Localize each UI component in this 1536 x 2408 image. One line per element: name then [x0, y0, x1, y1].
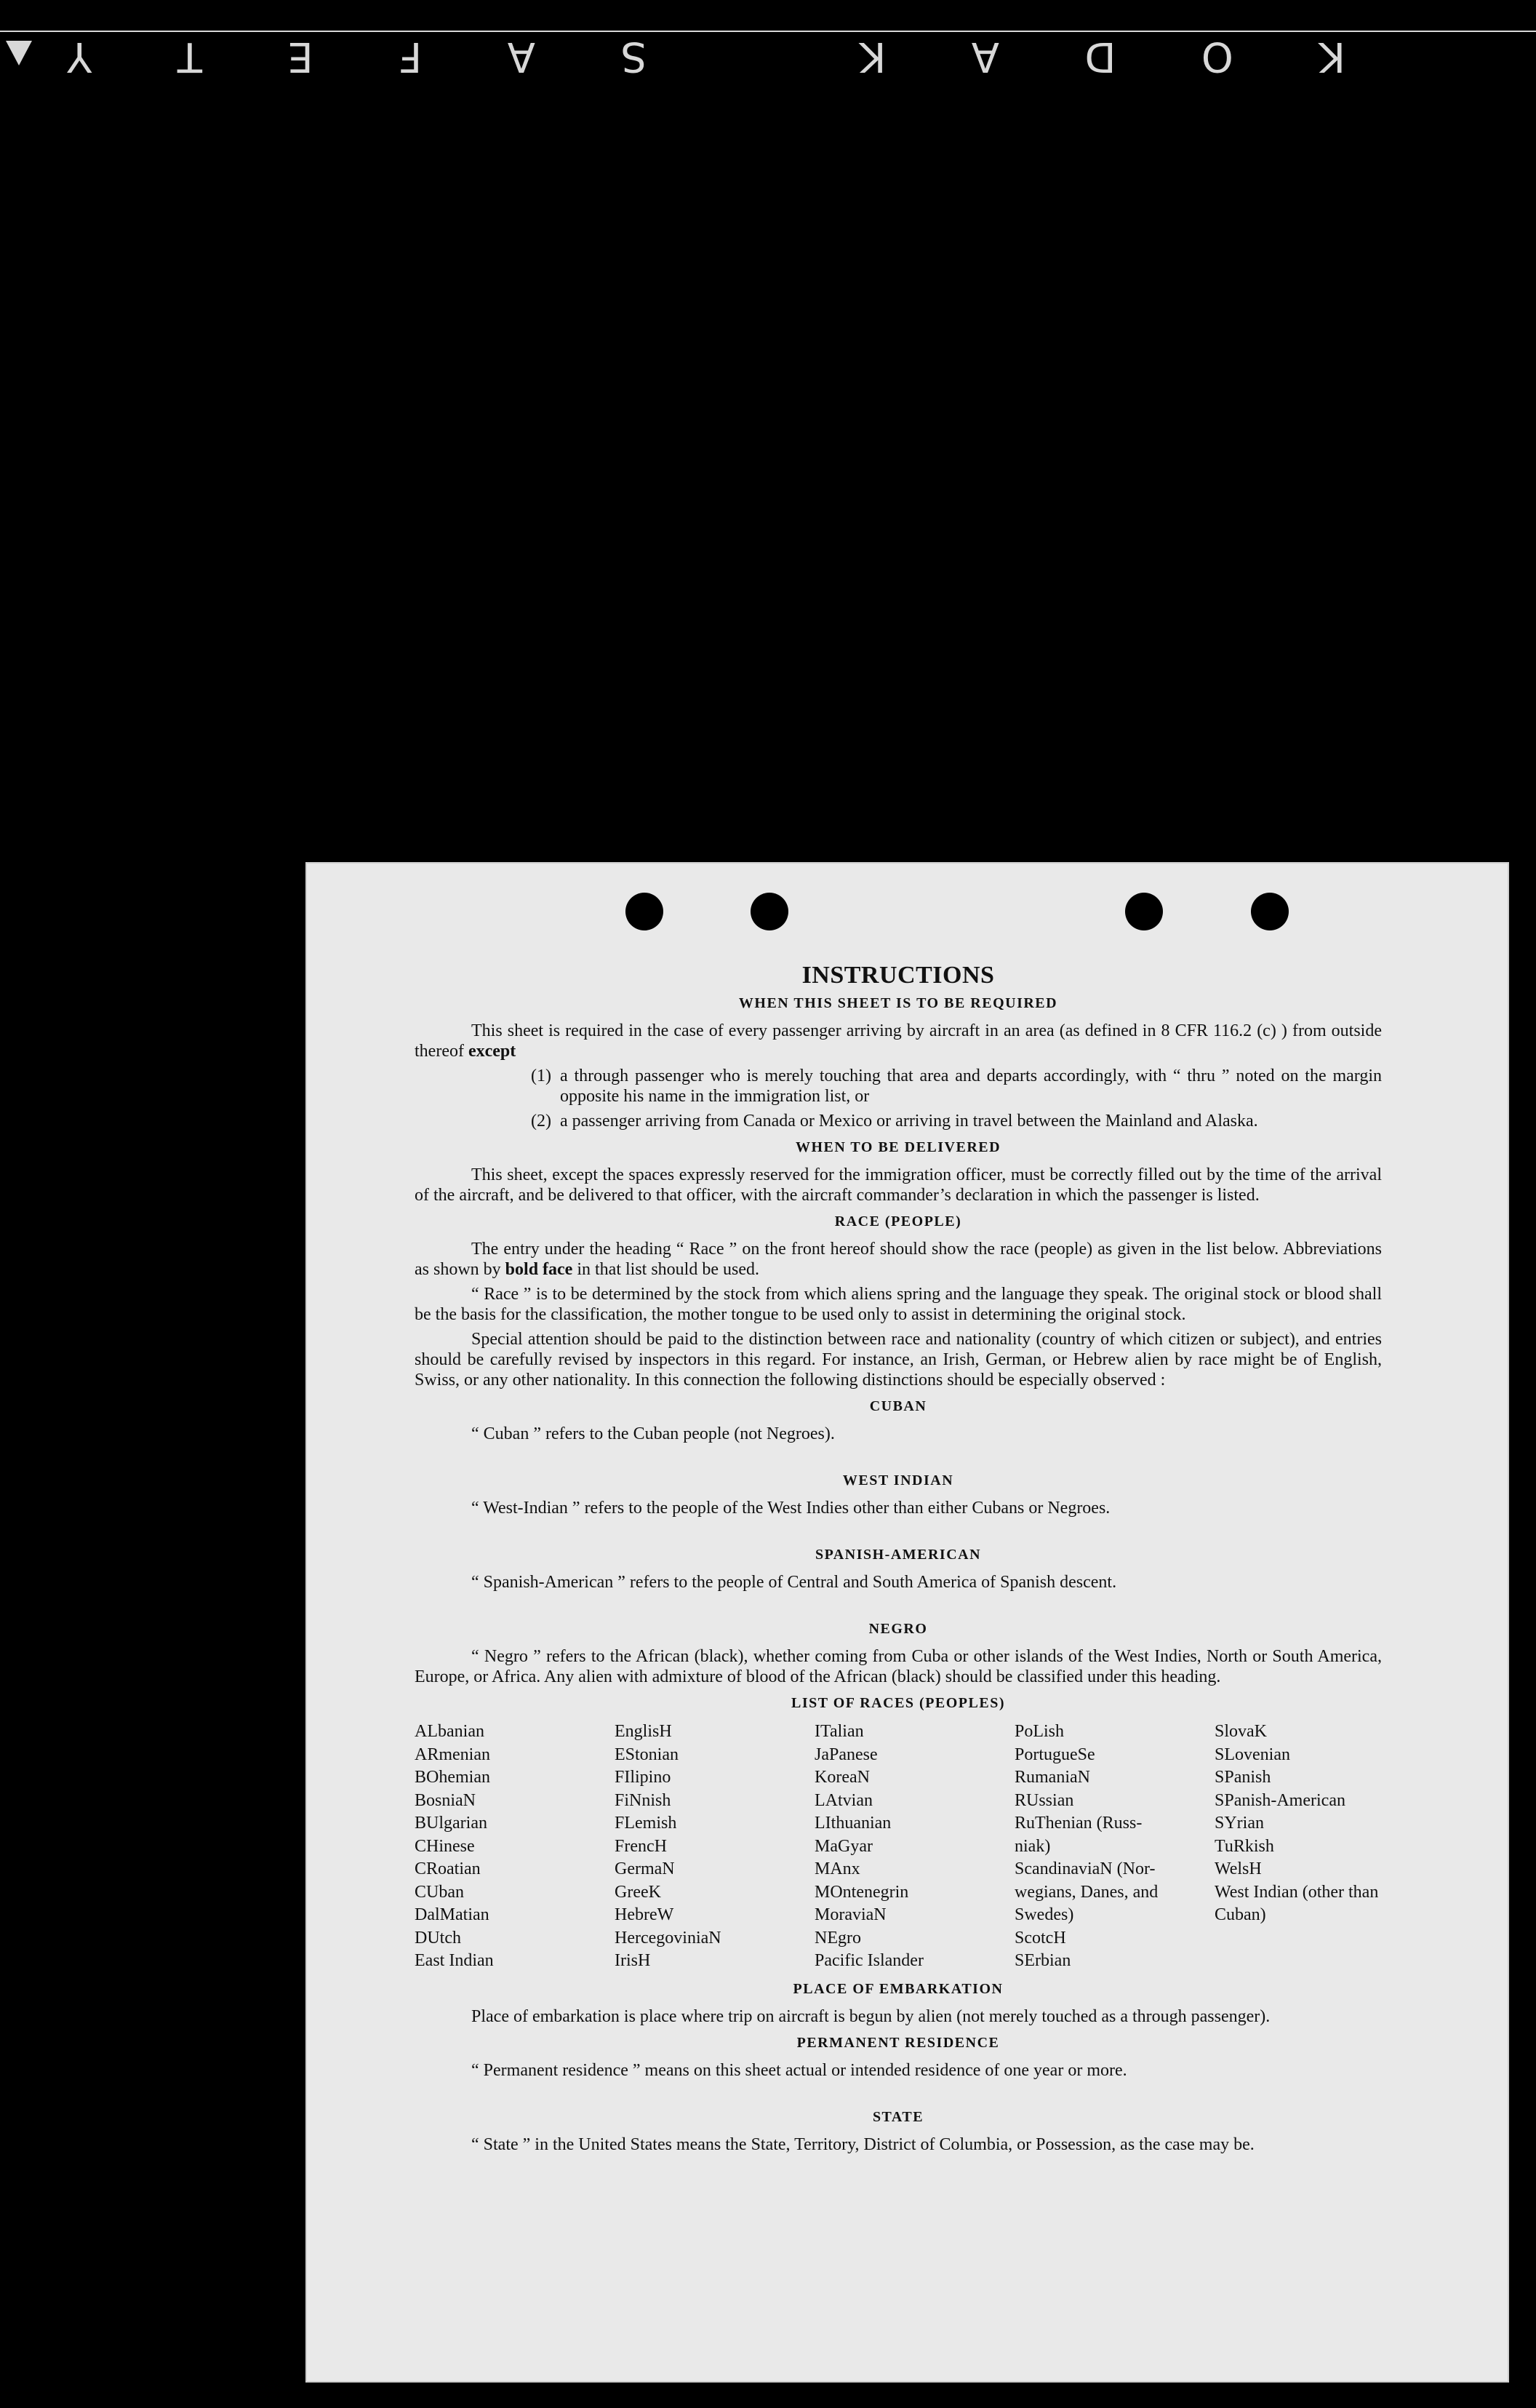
section-heading: PLACE OF EMBARKATION [793, 1980, 1004, 1997]
races-column [1015, 1721, 1215, 1973]
paragraph: Special attention should be paid to the distinction between race and nationality (country of which citizen or subject), and entries should be carefully revised by inspectors in this regard. For instance, an Irish, German, or Hebrew alien by race might be of English, Swiss, or any other nationality. In this connection the following distinctions should be especially observed : [415, 1330, 1382, 1390]
race-item: MAnx [815, 1859, 860, 1878]
paragraph: “ Negro ” refers to the African (black), whether coming from Cuba or other islands of the West Indies, North or South America, Europe, or Africa. Any alien with admixture of blood of the African (black) should be classified under this heading. [415, 1647, 1382, 1686]
film-letter: Y [65, 33, 92, 80]
race-item: SPanish-American [1215, 1790, 1345, 1810]
paragraph [415, 1239, 1382, 1280]
paragraph: “ Race ” is to be determined by the stock from which aliens spring and the language they speak. The original stock or blood shall be the basis for the classification, the mother tongue to be used only to assist in determining the original stock. [415, 1285, 1382, 1324]
film-letter: O [1199, 33, 1233, 80]
race-item: GreeK [615, 1882, 661, 1902]
race-item: MOntenegrin [815, 1882, 909, 1902]
section-heading: RACE (PEOPLE) [834, 1213, 962, 1229]
race-item: WelsH [1215, 1859, 1262, 1878]
section-heading: NEGRO [868, 1621, 928, 1637]
race-item: ARmenian [415, 1745, 490, 1764]
race-item: DalMatian [415, 1905, 489, 1924]
document-title: INSTRUCTIONS [801, 962, 995, 989]
race-item: PoLish [1015, 1722, 1065, 1741]
race-item: LAtvian [815, 1790, 873, 1810]
film-edge-strip [0, 0, 1536, 80]
section-heading: LIST OF RACES (PEOPLES) [791, 1695, 1005, 1711]
section-heading: CUBAN [869, 1398, 927, 1414]
race-item: EnglisH [615, 1722, 672, 1741]
race-item: BOhemian [415, 1768, 490, 1787]
race-item: CUban [415, 1882, 464, 1902]
race-item: SLovenian [1215, 1745, 1290, 1764]
race-item: SPanish [1215, 1768, 1271, 1787]
film-letter: S [619, 33, 647, 80]
race-item: SErbian [1015, 1951, 1071, 1970]
film-gap [730, 29, 774, 80]
item-text: a passenger arriving from Canada or Mexico or arriving in travel between the Mainland and Alaska. [560, 1112, 1258, 1131]
film-arrow-icon [6, 41, 32, 65]
film-letter: F [397, 33, 423, 80]
race-item: DUtch [415, 1928, 461, 1947]
section-heading: PERMANENT RESIDENCE [796, 2034, 1000, 2051]
races-column [815, 1721, 1015, 1973]
paragraph: This sheet, except the spaces expressly reserved for the immigration officer, must be correctly filled out by the time of the arrival of the aircraft, and be delivered to that officer, with the aircraft commander’s declaration in which the passenger is listed. [415, 1165, 1382, 1205]
film-letter: K [1317, 33, 1345, 80]
races-column [1215, 1721, 1382, 1973]
race-item: CHinese [415, 1836, 475, 1856]
race-item: ITalian [815, 1722, 864, 1741]
race-item: FIlipino [615, 1768, 671, 1787]
item-number: (2) [531, 1112, 551, 1131]
race-item: ALbanian [415, 1722, 484, 1741]
race-item: East Indian [415, 1951, 494, 1970]
race-item: IrisH [615, 1951, 651, 1970]
paragraph: “ Permanent residence ” means on this sheet actual or intended residence of one year or more. [471, 2060, 1127, 2080]
race-item: HercegoviniaN [615, 1928, 721, 1947]
race-item: CRoatian [415, 1859, 481, 1878]
film-letter: D [1083, 33, 1116, 80]
item-text: a through passenger who is merely touching that area and departs accordingly, with “ thru ” noted on the margin opposite his name in the immigration list, or [560, 1067, 1382, 1106]
document-sheet [305, 862, 1509, 2383]
punch-hole [1251, 893, 1289, 930]
film-letter: K [857, 33, 887, 80]
race-item: NEgro [815, 1928, 861, 1947]
item-number: (1) [531, 1067, 551, 1085]
paragraph: “ Cuban ” refers to the Cuban people (not Negroes). [471, 1424, 835, 1443]
film-edge-text [65, 29, 1345, 80]
race-item: TuRkish [1215, 1836, 1274, 1856]
film-letter: E [286, 33, 313, 80]
race-item: JaPanese [815, 1745, 878, 1764]
text: The entry under the heading “ Race ” on the front hereof should show the race (people) as given in the list below. Abbreviations as shown by [415, 1240, 1382, 1279]
race-item: SlovaK [1215, 1722, 1267, 1741]
races-column [615, 1721, 815, 1973]
document-content [415, 962, 1382, 2159]
punch-hole [1125, 893, 1163, 930]
paragraph [415, 1021, 1382, 1061]
section-heading: WHEN TO BE DELIVERED [795, 1139, 1001, 1155]
race-item: RumaniaN [1015, 1768, 1090, 1787]
race-item: LIthuanian [815, 1814, 892, 1833]
race-item: HebreW [615, 1905, 674, 1924]
text: This sheet is required in the case of every passenger arriving by aircraft in an area (as defined in 8 CFR 116.2 (c) ) from outside thereof [415, 1021, 1382, 1061]
race-item: Pacific Islander [815, 1951, 924, 1970]
race-item: FrencH [615, 1836, 667, 1856]
race-item: FLemish [615, 1814, 677, 1833]
race-item: BUlgarian [415, 1814, 487, 1833]
paragraph: Place of embarkation is place where trip on aircraft is begun by alien (not merely touched as a through passenger). [471, 2006, 1271, 2026]
film-letter: T [175, 33, 202, 80]
race-item: SYrian [1215, 1814, 1264, 1833]
film-letter: A [505, 33, 535, 80]
race-item: MoraviaN [815, 1905, 887, 1924]
section-heading: WHEN THIS SHEET IS TO BE REQUIRED [738, 995, 1058, 1011]
races-list [415, 1721, 1382, 1973]
film-letter: A [969, 33, 999, 80]
race-item: MaGyar [815, 1836, 873, 1856]
numbered-item [415, 1066, 1382, 1107]
text: in that list should be used. [577, 1260, 759, 1279]
race-item: FiNnish [615, 1790, 671, 1810]
section-heading: STATE [872, 2108, 924, 2125]
punch-hole [751, 893, 788, 930]
race-item: GermaN [615, 1859, 675, 1878]
races-column [415, 1721, 615, 1973]
section-heading: WEST INDIAN [842, 1472, 954, 1488]
bold-text: bold face [505, 1260, 573, 1279]
race-item: ScotcH [1015, 1928, 1066, 1947]
race-item: RuThenian (Russ-niak) [1015, 1814, 1143, 1856]
race-item: KoreaN [815, 1768, 870, 1787]
numbered-item [415, 1111, 1382, 1131]
paragraph: “ State ” in the United States means the State, Territory, District of Columbia, or Possession, as the case may be. [471, 2134, 1255, 2154]
paragraph: “ Spanish-American ” refers to the people of Central and South America of Spanish descent. [471, 1573, 1117, 1592]
paragraph: “ West-Indian ” refers to the people of the West Indies other than either Cubans or Negroes. [471, 1499, 1111, 1518]
section-heading: SPANISH-AMERICAN [815, 1547, 982, 1563]
bold-text: except [468, 1042, 516, 1061]
punch-hole [625, 893, 663, 930]
race-item: RUssian [1015, 1790, 1074, 1810]
race-item: BosniaN [415, 1790, 476, 1810]
race-item: ScandinaviaN (Nor-wegians, Danes, and Swedes) [1015, 1859, 1159, 1924]
race-item: EStonian [615, 1745, 679, 1764]
race-item: West Indian (other than Cuban) [1215, 1882, 1379, 1924]
race-item: PortugueSe [1015, 1745, 1095, 1764]
